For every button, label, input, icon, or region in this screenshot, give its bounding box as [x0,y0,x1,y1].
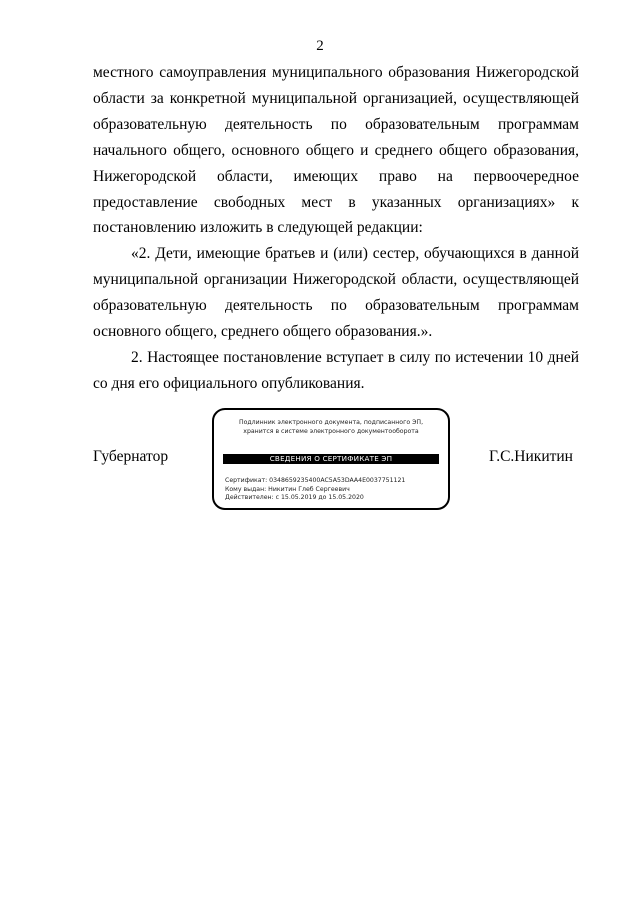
paragraph-effective-date: 2. Настоящее постановление вступает в силу по истечении 10 дней со дня его официального опубликования. [93,348,579,392]
stamp-header [214,419,448,436]
signatory-title: Губернатор [93,448,169,465]
stamp-details [225,477,405,503]
paragraph-quoted-item: «2. Дети, имеющие братьев и (или) сестер, обучающихся в данной муниципальной организации Нижегородской области, осуществляющей образовательную деятельность по образовательным программам основного общего, среднего общего образования.». [93,245,579,341]
electronic-signature-stamp [212,408,450,510]
stamp-validity: Действителен: с 15.05.2019 до 15.05.2020 [225,494,364,501]
document-body [93,60,579,397]
stamp-header-line: Подлинник электронного документа, подписанного ЭП, [238,419,424,426]
signatory-name: Г.С.Никитин [489,448,573,465]
stamp-issued-to: Кому выдан: Никитин Глеб Сергеевич [225,485,350,493]
stamp-certificate-bar: СВЕДЕНИЯ О СЕРТИФИКАТЕ ЭП [223,454,439,464]
stamp-certificate-number: Сертификат: 0348659235400AC5A53DAA4E0037751121 [225,477,406,484]
page-number: 2 [316,38,324,54]
stamp-header-line: хранится в системе электронного документооборота [243,427,419,435]
paragraph-continuation: местного самоуправления муниципального образования Нижегородской области за конкретной муниципальной организацией, осуществляющей образовательную деятельность по образовательным программам начального общего, основного общего и среднего общего образования, Нижегородской области, имеющих право на первоочередное предоставление свободных мест в указанных организациях» к постановлению изложить в следующей редакции: [93,64,579,237]
